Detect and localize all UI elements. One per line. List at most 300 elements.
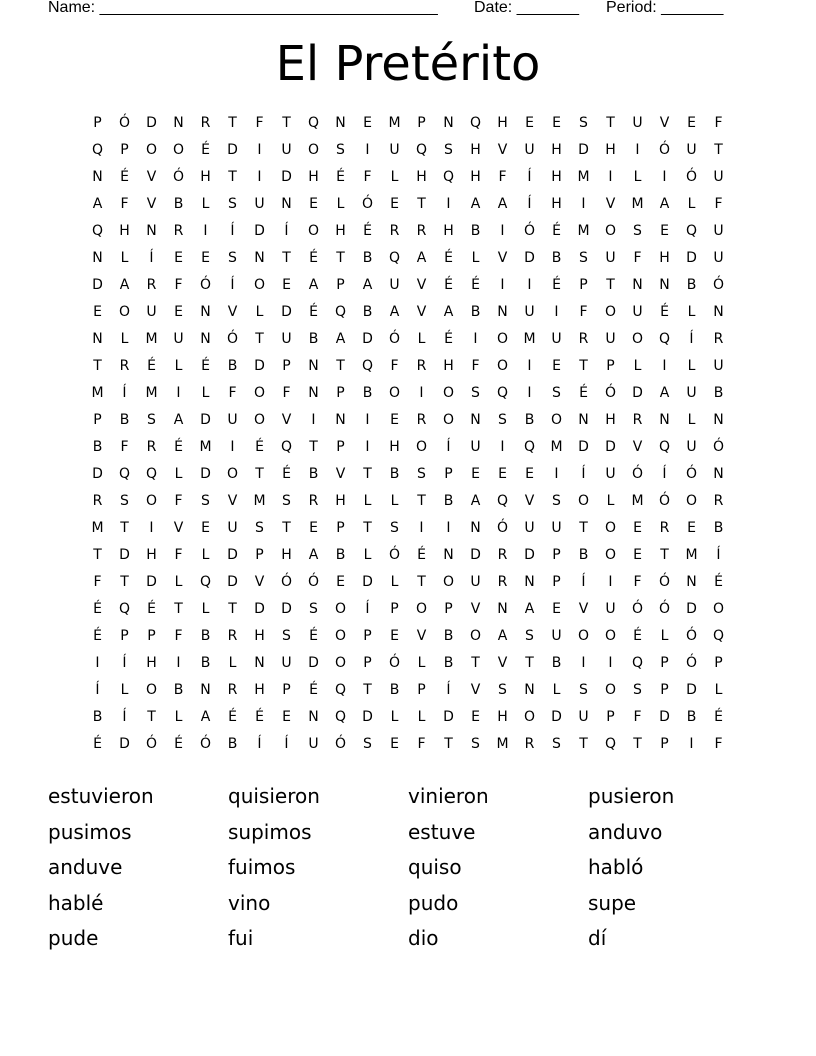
grid-letter[interactable]: S <box>201 493 210 509</box>
grid-letter[interactable]: L <box>255 304 264 320</box>
grid-letter[interactable]: O <box>496 358 509 374</box>
grid-letter[interactable]: A <box>659 385 670 401</box>
grid-letter[interactable]: A <box>416 250 427 266</box>
grid-letter[interactable]: R <box>416 412 427 428</box>
grid-letter[interactable]: Ó <box>685 466 698 482</box>
grid-letter[interactable]: V <box>254 574 265 590</box>
grid-letter[interactable]: Ó <box>496 520 509 536</box>
grid-letter[interactable]: H <box>497 115 508 131</box>
grid-letter[interactable]: U <box>632 304 643 320</box>
grid-letter[interactable]: S <box>633 223 642 239</box>
grid-letter[interactable]: O <box>334 601 347 617</box>
grid-letter[interactable]: U <box>605 601 616 617</box>
grid-letter[interactable]: A <box>362 277 373 293</box>
grid-letter[interactable]: Q <box>361 358 374 374</box>
grid-letter[interactable]: É <box>633 628 642 644</box>
grid-letter[interactable]: L <box>201 547 210 563</box>
grid-letter[interactable]: B <box>92 709 103 725</box>
grid-letter[interactable]: U <box>605 250 616 266</box>
grid-letter[interactable]: D <box>200 412 211 428</box>
grid-letter[interactable]: P <box>336 385 345 401</box>
grid-letter[interactable]: E <box>174 250 183 266</box>
grid-letter[interactable]: D <box>578 142 589 158</box>
grid-letter[interactable]: L <box>228 655 237 671</box>
grid-letter[interactable]: V <box>524 493 535 509</box>
grid-letter[interactable]: R <box>119 358 130 374</box>
grid-letter[interactable]: Ó <box>226 331 239 347</box>
grid-letter[interactable]: B <box>713 385 724 401</box>
grid-letter[interactable]: F <box>633 574 642 590</box>
grid-letter[interactable]: L <box>174 466 183 482</box>
grid-letter[interactable]: B <box>173 196 184 212</box>
grid-letter[interactable]: Ó <box>631 466 644 482</box>
grid-letter[interactable]: I <box>176 385 181 401</box>
grid-letter[interactable]: S <box>579 682 588 698</box>
grid-letter[interactable]: I <box>608 655 613 671</box>
grid-letter[interactable]: Í <box>581 574 586 590</box>
grid-letter[interactable]: A <box>497 628 508 644</box>
grid-letter[interactable]: N <box>146 223 157 239</box>
grid-letter[interactable]: É <box>471 277 480 293</box>
grid-letter[interactable]: É <box>174 439 183 455</box>
grid-letter[interactable]: Ó <box>199 277 212 293</box>
grid-letter[interactable]: D <box>308 655 319 671</box>
grid-letter[interactable]: I <box>554 304 559 320</box>
grid-letter[interactable]: U <box>227 520 238 536</box>
grid-letter[interactable]: F <box>579 304 588 320</box>
grid-letter[interactable]: É <box>93 628 102 644</box>
grid-letter[interactable]: É <box>147 601 156 617</box>
grid-letter[interactable]: B <box>686 709 697 725</box>
grid-letter[interactable]: O <box>145 493 158 509</box>
grid-letter[interactable]: T <box>228 115 237 131</box>
grid-letter[interactable]: É <box>147 358 156 374</box>
grid-letter[interactable]: P <box>444 601 453 617</box>
grid-letter[interactable]: Í <box>365 601 370 617</box>
grid-letter[interactable]: N <box>335 115 346 131</box>
grid-letter[interactable]: Q <box>496 493 509 509</box>
grid-letter[interactable]: T <box>579 358 588 374</box>
grid-letter[interactable]: D <box>119 736 130 752</box>
grid-letter[interactable]: É <box>444 277 453 293</box>
grid-letter[interactable]: H <box>443 223 454 239</box>
grid-letter[interactable]: M <box>253 493 266 509</box>
grid-letter[interactable]: F <box>633 709 642 725</box>
grid-letter[interactable]: É <box>579 385 588 401</box>
grid-letter[interactable]: V <box>497 250 508 266</box>
grid-letter[interactable]: Q <box>685 223 698 239</box>
grid-letter[interactable]: D <box>659 709 670 725</box>
grid-letter[interactable]: S <box>309 601 318 617</box>
grid-letter[interactable]: E <box>525 115 534 131</box>
grid-letter[interactable]: Q <box>118 601 131 617</box>
grid-letter[interactable]: I <box>446 520 451 536</box>
grid-letter[interactable]: N <box>281 196 292 212</box>
grid-letter[interactable]: A <box>119 277 130 293</box>
grid-letter[interactable]: Ó <box>631 601 644 617</box>
grid-letter[interactable]: E <box>282 709 291 725</box>
grid-letter[interactable]: H <box>470 169 481 185</box>
grid-letter[interactable]: D <box>686 250 697 266</box>
grid-letter[interactable]: D <box>227 142 238 158</box>
grid-letter[interactable]: F <box>714 196 723 212</box>
grid-letter[interactable]: L <box>633 169 642 185</box>
grid-letter[interactable]: Q <box>118 466 131 482</box>
grid-letter[interactable]: I <box>527 385 532 401</box>
grid-letter[interactable]: N <box>308 385 319 401</box>
grid-letter[interactable]: Q <box>442 169 455 185</box>
grid-letter[interactable]: O <box>604 628 617 644</box>
grid-letter[interactable]: E <box>498 466 507 482</box>
grid-letter[interactable]: I <box>500 277 505 293</box>
grid-letter[interactable]: N <box>308 709 319 725</box>
grid-letter[interactable]: T <box>525 655 534 671</box>
grid-letter[interactable]: T <box>417 493 426 509</box>
grid-letter[interactable]: O <box>577 493 590 509</box>
grid-letter[interactable]: M <box>577 169 590 185</box>
grid-letter[interactable]: U <box>551 628 562 644</box>
grid-letter[interactable]: L <box>687 358 696 374</box>
grid-letter[interactable]: E <box>552 115 561 131</box>
grid-letter[interactable]: S <box>255 520 264 536</box>
grid-letter[interactable]: T <box>579 736 588 752</box>
grid-letter[interactable]: E <box>390 736 399 752</box>
grid-letter[interactable]: I <box>608 574 613 590</box>
grid-letter[interactable]: M <box>388 115 401 131</box>
grid-letter[interactable]: Í <box>446 682 451 698</box>
grid-letter[interactable]: B <box>713 520 724 536</box>
grid-letter[interactable]: D <box>470 547 481 563</box>
grid-letter[interactable]: L <box>390 709 399 725</box>
grid-letter[interactable]: T <box>147 709 156 725</box>
grid-letter[interactable]: I <box>95 655 100 671</box>
grid-letter[interactable]: U <box>713 223 724 239</box>
grid-letter[interactable]: Q <box>334 709 347 725</box>
grid-letter[interactable]: U <box>713 169 724 185</box>
grid-letter[interactable]: U <box>308 736 319 752</box>
grid-letter[interactable]: P <box>255 547 264 563</box>
grid-letter[interactable]: P <box>606 358 615 374</box>
grid-letter[interactable]: B <box>92 439 103 455</box>
grid-letter[interactable]: V <box>227 493 238 509</box>
grid-letter[interactable]: H <box>335 223 346 239</box>
grid-letter[interactable]: O <box>442 574 455 590</box>
grid-letter[interactable]: I <box>257 142 262 158</box>
grid-letter[interactable]: A <box>659 196 670 212</box>
grid-letter[interactable]: É <box>309 628 318 644</box>
grid-letter[interactable]: T <box>660 547 669 563</box>
grid-letter[interactable]: D <box>686 682 697 698</box>
grid-letter[interactable]: S <box>336 142 345 158</box>
grid-letter[interactable]: E <box>660 223 669 239</box>
grid-letter[interactable]: P <box>336 520 345 536</box>
grid-letter[interactable]: U <box>524 304 535 320</box>
grid-letter[interactable]: T <box>606 277 615 293</box>
grid-letter[interactable]: M <box>145 331 158 347</box>
grid-letter[interactable]: Q <box>334 682 347 698</box>
grid-letter[interactable]: L <box>201 196 210 212</box>
grid-letter[interactable]: Í <box>284 736 289 752</box>
grid-letter[interactable]: S <box>633 682 642 698</box>
grid-letter[interactable]: Ó <box>145 736 158 752</box>
grid-letter[interactable]: L <box>687 196 696 212</box>
grid-letter[interactable]: E <box>309 196 318 212</box>
date-field[interactable]: Date: _______ <box>474 0 579 16</box>
grid-letter[interactable]: A <box>308 547 319 563</box>
grid-letter[interactable]: L <box>390 574 399 590</box>
grid-letter[interactable]: H <box>254 682 265 698</box>
grid-letter[interactable]: T <box>120 574 129 590</box>
grid-letter[interactable]: P <box>444 466 453 482</box>
grid-letter[interactable]: B <box>389 682 400 698</box>
grid-letter[interactable]: L <box>174 358 183 374</box>
grid-letter[interactable]: D <box>578 439 589 455</box>
grid-letter[interactable]: É <box>255 439 264 455</box>
grid-letter[interactable]: U <box>551 331 562 347</box>
grid-letter[interactable]: I <box>365 439 370 455</box>
grid-letter[interactable]: É <box>255 709 264 725</box>
grid-letter[interactable]: L <box>417 709 426 725</box>
grid-letter[interactable]: F <box>714 736 723 752</box>
grid-letter[interactable]: E <box>471 466 480 482</box>
grid-letter[interactable]: L <box>417 331 426 347</box>
grid-letter[interactable]: V <box>470 682 481 698</box>
grid-letter[interactable]: T <box>93 547 102 563</box>
grid-letter[interactable]: H <box>389 439 400 455</box>
grid-letter[interactable]: D <box>227 547 238 563</box>
grid-letter[interactable]: U <box>686 142 697 158</box>
grid-letter[interactable]: L <box>174 574 183 590</box>
grid-letter[interactable]: L <box>660 628 669 644</box>
grid-letter[interactable]: U <box>551 520 562 536</box>
grid-letter[interactable]: I <box>419 520 424 536</box>
grid-letter[interactable]: F <box>282 385 291 401</box>
grid-letter[interactable]: É <box>174 736 183 752</box>
grid-letter[interactable]: O <box>145 142 158 158</box>
grid-letter[interactable]: B <box>119 412 130 428</box>
grid-letter[interactable]: Ó <box>712 277 725 293</box>
grid-letter[interactable]: É <box>309 682 318 698</box>
grid-letter[interactable]: Q <box>145 466 158 482</box>
grid-letter[interactable]: L <box>120 331 129 347</box>
grid-letter[interactable]: B <box>470 223 481 239</box>
grid-letter[interactable]: U <box>605 331 616 347</box>
grid-letter[interactable]: R <box>659 520 670 536</box>
period-field[interactable]: Period: _______ <box>606 0 724 16</box>
grid-letter[interactable]: M <box>496 736 509 752</box>
grid-letter[interactable]: U <box>524 142 535 158</box>
grid-letter[interactable]: F <box>174 547 183 563</box>
grid-letter[interactable]: H <box>146 655 157 671</box>
grid-letter[interactable]: T <box>336 250 345 266</box>
grid-letter[interactable]: L <box>363 547 372 563</box>
grid-letter[interactable]: E <box>201 520 210 536</box>
grid-letter[interactable]: L <box>687 412 696 428</box>
grid-letter[interactable]: S <box>552 736 561 752</box>
grid-letter[interactable]: Q <box>523 439 536 455</box>
grid-letter[interactable]: M <box>91 385 104 401</box>
grid-letter[interactable]: T <box>93 358 102 374</box>
grid-letter[interactable]: É <box>714 709 723 725</box>
grid-letter[interactable]: H <box>551 169 562 185</box>
grid-letter[interactable]: U <box>524 520 535 536</box>
grid-letter[interactable]: P <box>363 655 372 671</box>
grid-letter[interactable]: T <box>363 520 372 536</box>
grid-letter[interactable]: N <box>335 412 346 428</box>
grid-letter[interactable]: Í <box>689 331 694 347</box>
grid-letter[interactable]: A <box>173 412 184 428</box>
grid-letter[interactable]: U <box>173 331 184 347</box>
grid-letter[interactable]: S <box>444 142 453 158</box>
grid-letter[interactable]: V <box>416 304 427 320</box>
grid-letter[interactable]: P <box>93 412 102 428</box>
grid-letter[interactable]: B <box>524 412 535 428</box>
grid-letter[interactable]: D <box>524 547 535 563</box>
grid-letter[interactable]: O <box>253 277 266 293</box>
grid-letter[interactable]: H <box>605 412 616 428</box>
grid-letter[interactable]: P <box>282 358 291 374</box>
grid-letter[interactable]: A <box>308 277 319 293</box>
grid-letter[interactable]: E <box>336 574 345 590</box>
grid-letter[interactable]: F <box>174 628 183 644</box>
grid-letter[interactable]: S <box>552 493 561 509</box>
grid-letter[interactable]: Q <box>658 439 671 455</box>
grid-letter[interactable]: B <box>173 682 184 698</box>
grid-letter[interactable]: N <box>713 304 724 320</box>
grid-letter[interactable]: N <box>713 466 724 482</box>
grid-letter[interactable]: P <box>336 277 345 293</box>
grid-letter[interactable]: P <box>120 628 129 644</box>
grid-letter[interactable]: R <box>173 223 184 239</box>
grid-letter[interactable]: D <box>92 466 103 482</box>
grid-letter[interactable]: T <box>174 601 183 617</box>
grid-letter[interactable]: M <box>145 385 158 401</box>
grid-letter[interactable]: Ó <box>280 574 293 590</box>
grid-letter[interactable]: Ó <box>361 196 374 212</box>
grid-letter[interactable]: O <box>253 385 266 401</box>
grid-letter[interactable]: I <box>230 439 235 455</box>
grid-letter[interactable]: S <box>498 412 507 428</box>
grid-letter[interactable]: R <box>416 358 427 374</box>
grid-letter[interactable]: Q <box>199 574 212 590</box>
grid-letter[interactable]: T <box>309 439 318 455</box>
grid-letter[interactable]: H <box>416 169 427 185</box>
grid-letter[interactable]: B <box>362 385 373 401</box>
grid-letter[interactable]: U <box>686 439 697 455</box>
grid-letter[interactable]: I <box>365 412 370 428</box>
grid-letter[interactable]: O <box>577 628 590 644</box>
grid-letter[interactable]: T <box>579 520 588 536</box>
grid-letter[interactable]: D <box>227 574 238 590</box>
grid-letter[interactable]: D <box>362 574 373 590</box>
grid-letter[interactable]: N <box>632 277 643 293</box>
grid-letter[interactable]: E <box>201 250 210 266</box>
grid-letter[interactable]: V <box>281 412 292 428</box>
grid-letter[interactable]: M <box>577 223 590 239</box>
grid-letter[interactable]: S <box>147 412 156 428</box>
grid-letter[interactable]: L <box>174 709 183 725</box>
grid-letter[interactable]: N <box>497 304 508 320</box>
grid-letter[interactable]: O <box>685 493 698 509</box>
grid-letter[interactable]: R <box>497 574 508 590</box>
grid-letter[interactable]: D <box>281 304 292 320</box>
grid-letter[interactable]: P <box>363 628 372 644</box>
grid-letter[interactable]: O <box>145 682 158 698</box>
grid-letter[interactable]: O <box>604 520 617 536</box>
grid-letter[interactable]: D <box>551 709 562 725</box>
grid-letter[interactable]: B <box>686 277 697 293</box>
grid-letter[interactable]: E <box>633 547 642 563</box>
grid-letter[interactable]: L <box>120 682 129 698</box>
grid-letter[interactable]: I <box>500 223 505 239</box>
grid-letter[interactable]: E <box>633 520 642 536</box>
grid-letter[interactable]: U <box>605 466 616 482</box>
grid-letter[interactable]: E <box>309 520 318 536</box>
grid-letter[interactable]: Ó <box>307 574 320 590</box>
grid-letter[interactable]: I <box>257 169 262 185</box>
grid-letter[interactable]: H <box>605 142 616 158</box>
grid-letter[interactable]: É <box>363 223 372 239</box>
grid-letter[interactable]: Ó <box>658 142 671 158</box>
grid-letter[interactable]: Ó <box>334 736 347 752</box>
grid-letter[interactable]: F <box>120 439 129 455</box>
grid-letter[interactable]: É <box>660 304 669 320</box>
grid-letter[interactable]: É <box>309 250 318 266</box>
grid-letter[interactable]: I <box>446 196 451 212</box>
grid-letter[interactable]: B <box>551 655 562 671</box>
grid-letter[interactable]: Q <box>658 331 671 347</box>
grid-letter[interactable]: I <box>527 358 532 374</box>
grid-letter[interactable]: Í <box>95 682 100 698</box>
grid-letter[interactable]: U <box>713 250 724 266</box>
grid-letter[interactable]: Q <box>415 142 428 158</box>
grid-letter[interactable]: T <box>255 331 264 347</box>
grid-letter[interactable]: O <box>496 331 509 347</box>
grid-letter[interactable]: A <box>200 709 211 725</box>
grid-letter[interactable]: S <box>120 493 129 509</box>
grid-letter[interactable]: D <box>146 115 157 131</box>
grid-letter[interactable]: B <box>443 655 454 671</box>
grid-letter[interactable]: O <box>172 142 185 158</box>
grid-letter[interactable]: Ó <box>685 169 698 185</box>
grid-letter[interactable]: Ó <box>388 655 401 671</box>
grid-letter[interactable]: U <box>389 142 400 158</box>
grid-letter[interactable]: H <box>470 142 481 158</box>
grid-letter[interactable]: V <box>227 304 238 320</box>
grid-letter[interactable]: N <box>470 412 481 428</box>
grid-letter[interactable]: É <box>309 304 318 320</box>
grid-letter[interactable]: A <box>497 196 508 212</box>
grid-letter[interactable]: F <box>633 250 642 266</box>
grid-letter[interactable]: E <box>174 304 183 320</box>
grid-letter[interactable]: B <box>551 250 562 266</box>
grid-letter[interactable]: M <box>199 439 212 455</box>
grid-letter[interactable]: Q <box>280 439 293 455</box>
grid-letter[interactable]: N <box>92 331 103 347</box>
grid-letter[interactable]: B <box>308 331 319 347</box>
grid-letter[interactable]: E <box>471 709 480 725</box>
grid-letter[interactable]: É <box>282 466 291 482</box>
grid-letter[interactable]: S <box>579 115 588 131</box>
grid-letter[interactable]: É <box>201 142 210 158</box>
grid-letter[interactable]: M <box>91 520 104 536</box>
grid-letter[interactable]: H <box>443 358 454 374</box>
grid-letter[interactable]: F <box>120 196 129 212</box>
grid-letter[interactable]: F <box>228 385 237 401</box>
grid-letter[interactable]: T <box>120 520 129 536</box>
grid-letter[interactable]: S <box>363 736 372 752</box>
grid-letter[interactable]: E <box>552 601 561 617</box>
